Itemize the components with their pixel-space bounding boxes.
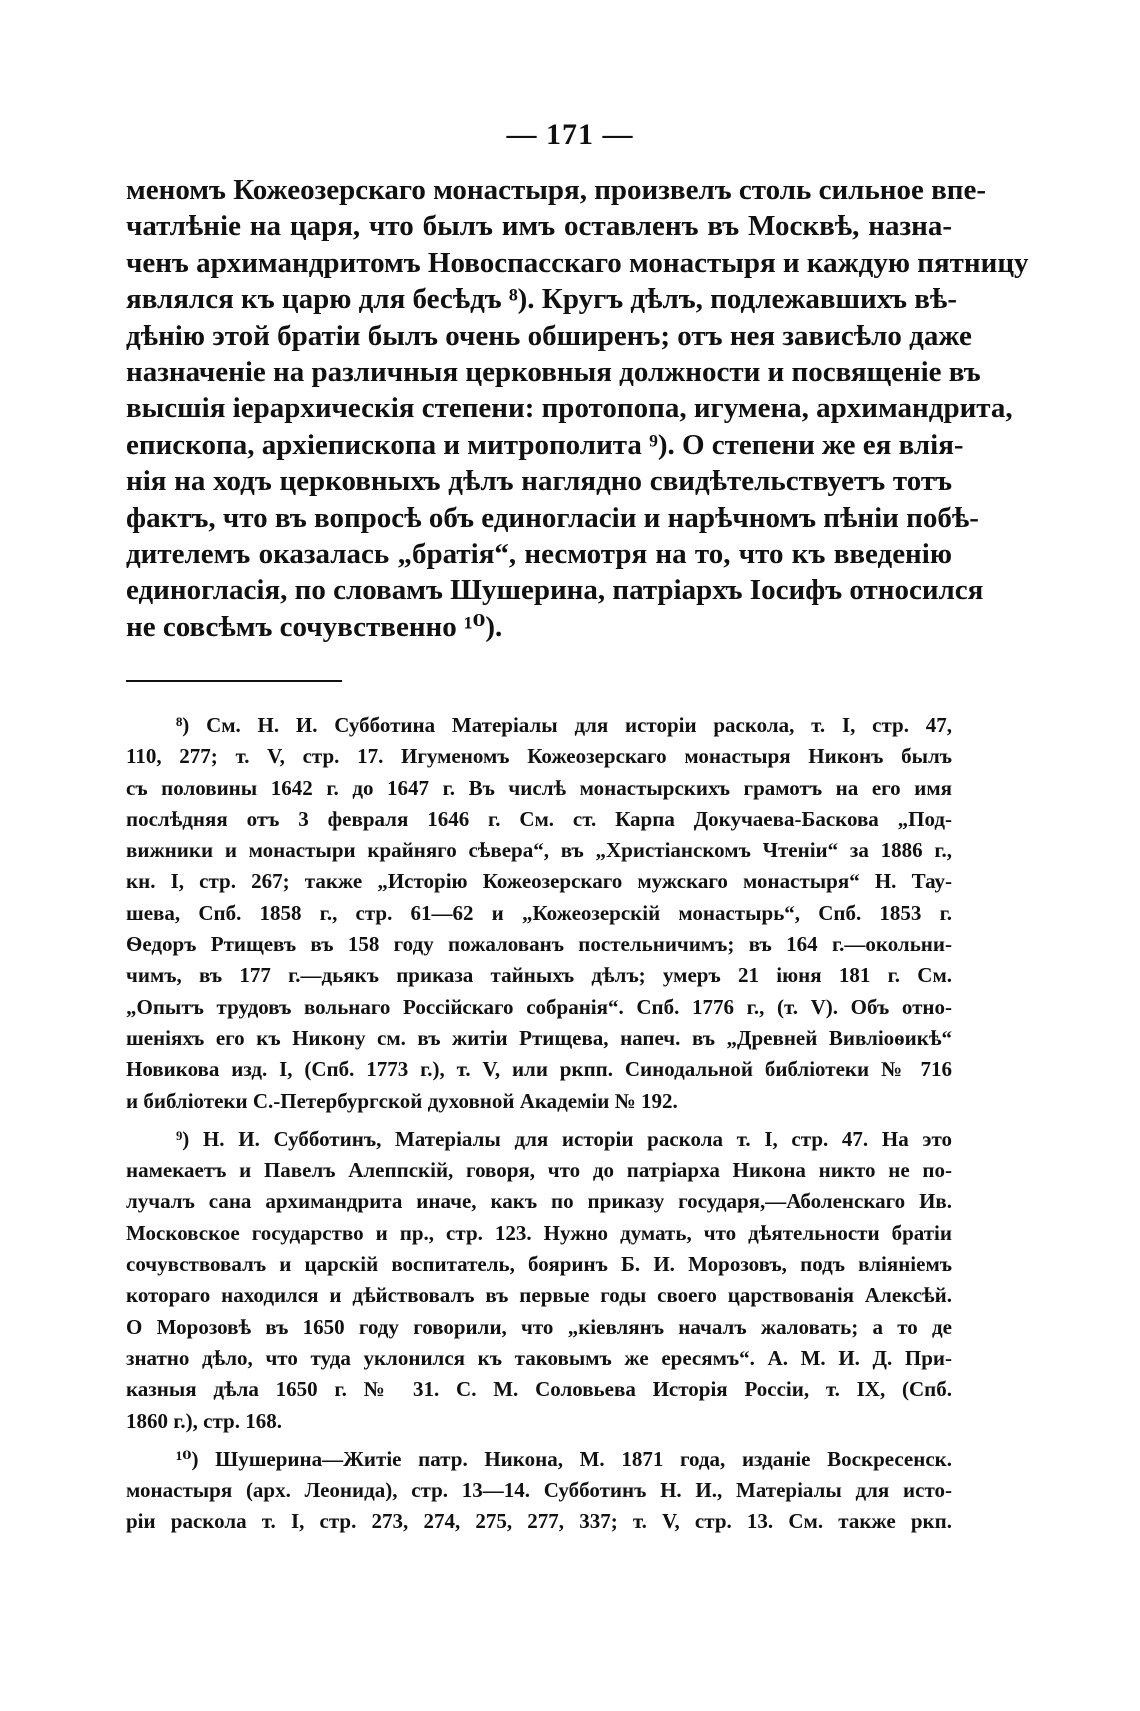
body-line: не совсѣмъ сочувственно ¹⁰). [126, 610, 503, 643]
footnote-line: шеніяхъ его къ Никону см. въ житіи Ртищева, напеч. въ „Древней Вивліоѳикѣ“ [126, 1025, 952, 1050]
footnote-10 [126, 1444, 952, 1538]
footnote-line: Новикова изд. I, (Спб. 1773 г.), т. V, или ркпп. Синодальной библіотеки № 716 [126, 1057, 952, 1082]
body-line: дѣнію этой братіи былъ очень обширенъ; отъ нея зависѣло даже [126, 319, 972, 352]
body-line: назначеніе на различныя церковныя должности и посвященіе въ [126, 356, 981, 389]
footnote-line: сочувствовалъ и царскій воспитатель, бояринъ Б. И. Морозовъ, подъ вліяніемъ [126, 1252, 952, 1277]
body-line: фактъ, что въ вопросѣ объ единогласіи и нарѣчномъ пѣніи побѣ- [126, 501, 979, 534]
footnote-line: лучалъ сана архимандрита иначе, какъ по приказу государя,—Аболенскаго Ив. [126, 1189, 952, 1214]
page-number: — 171 — [506, 118, 634, 151]
footnote-line: вижники и монастыри крайняго сѣвера“, въ „Христіанскомъ Чтеніи“ за 1886 г., [126, 838, 952, 863]
footnote-line: О Морозовѣ въ 1650 году говорили, что „кіевлянъ началъ жаловать; а то де [126, 1314, 952, 1339]
footnote-line: и библіотеки С.-Петербургской духовной Академіи № 192. [126, 1088, 678, 1113]
footnote-line: чимъ, въ 177 г.—дьякъ приказа тайныхъ дѣлъ; умеръ 21 іюня 181 г. См. [126, 963, 952, 988]
footnote-8 [126, 710, 952, 1117]
footnote-9 [126, 1124, 952, 1437]
footnotes [126, 710, 952, 1545]
footnote-line: Ѳедоръ Ртищевъ въ 158 году пожалованъ постельничимъ; въ 164 г.—окольни- [126, 932, 952, 957]
body-line: ченъ архимандритомъ Новоспасскаго монастыря и каждую пятницу [126, 246, 1029, 279]
footnote-line: съ половины 1642 г. до 1647 г. Въ числѣ монастырскихъ грамотъ на его имя [126, 775, 952, 800]
body-text [126, 172, 1029, 645]
footnote-line: Московское государство и пр., стр. 123. Нужно думать, что дѣятельности братіи [126, 1220, 952, 1245]
body-line: чатлѣніе на царя, что былъ имъ оставленъ въ Москвѣ, назна- [126, 210, 952, 243]
footnote-line: намекаетъ и Павелъ Алеппскій, говоря, что до патріарха Никона никто не по- [126, 1158, 952, 1183]
footnote-line: монастыря (арх. Леонида), стр. 13—14. Субботинъ Н. И., Матеріалы для исто- [126, 1478, 952, 1503]
footnote-line: ⁸) См. Н. И. Субботина Матеріалы для исторіи раскола, т. I, стр. 47, [176, 713, 952, 737]
footnote-line: кн. I, стр. 267; также „Исторію Кожеозерскаго мужскаго монастыря“ Н. Тау- [126, 869, 952, 894]
body-line: епископа, архіепископа и митрополита ⁹). О степени же ея влія- [126, 428, 964, 461]
body-line: высшія іерархическія степени: протопопа, игумена, архимандрита, [126, 392, 1013, 425]
body-line: меномъ Кожеозерскаго монастыря, произвелъ столь сильное впе- [126, 174, 987, 206]
footnote-line: казныя дѣла 1650 г. № 31. С. М. Соловьева Исторія Россіи, т. IX, (Спб. [126, 1377, 952, 1402]
footnote-line: шева, Спб. 1858 г., стр. 61—62 и „Кожеозерскій монастырь“, Спб. 1853 г. [126, 900, 952, 925]
body-line: единогласія, по словамъ Шушерина, патріархъ Іосифъ относился [126, 574, 984, 607]
footnote-line: ріи раскола т. I, стр. 273, 274, 275, 277, 337; т. V, стр. 13. См. также ркп. [126, 1509, 952, 1534]
footnote-line: котораго находился и дѣйствовалъ въ первые годы своего царствованія Алексѣй. [126, 1283, 952, 1308]
body-line: являлся къ царю для бесѣдъ ⁸). Кругъ дѣлъ, подлежавшихъ вѣ- [126, 283, 957, 316]
footnote-line: 1860 г.), стр. 168. [126, 1408, 282, 1433]
footnote-line: знатно дѣло, что туда уклонился къ таковымъ же ересямъ“. А. М. И. Д. При- [126, 1345, 952, 1370]
footnote-divider [126, 680, 342, 682]
body-line: нія на ходъ церковныхъ дѣлъ наглядно свидѣтельствуетъ тотъ [126, 465, 952, 498]
body-line: дителемъ оказалась „братія“, несмотря на то, что къ введенію [126, 538, 952, 571]
footnote-line: ¹⁰) Шушерина—Житіе патр. Никона, М. 1871 года, изданіе Воскресенск. [176, 1446, 952, 1471]
footnote-line: „Опытъ трудовъ вольнаго Россійскаго собранія“. Спб. 1776 г., (т. V). Объ отно- [126, 994, 952, 1019]
footnote-line: послѣдняя отъ 3 февраля 1646 г. См. ст. Карпа Докучаева-Баскова „Под- [126, 806, 952, 831]
footnote-line: ⁹) Н. И. Субботинъ, Матеріалы для исторіи раскола т. I, стр. 47. На это [176, 1126, 952, 1151]
footnote-line: 110, 277; т. V, стр. 17. Игуменомъ Кожеозерскаго монастыря Никонъ былъ [126, 744, 952, 769]
